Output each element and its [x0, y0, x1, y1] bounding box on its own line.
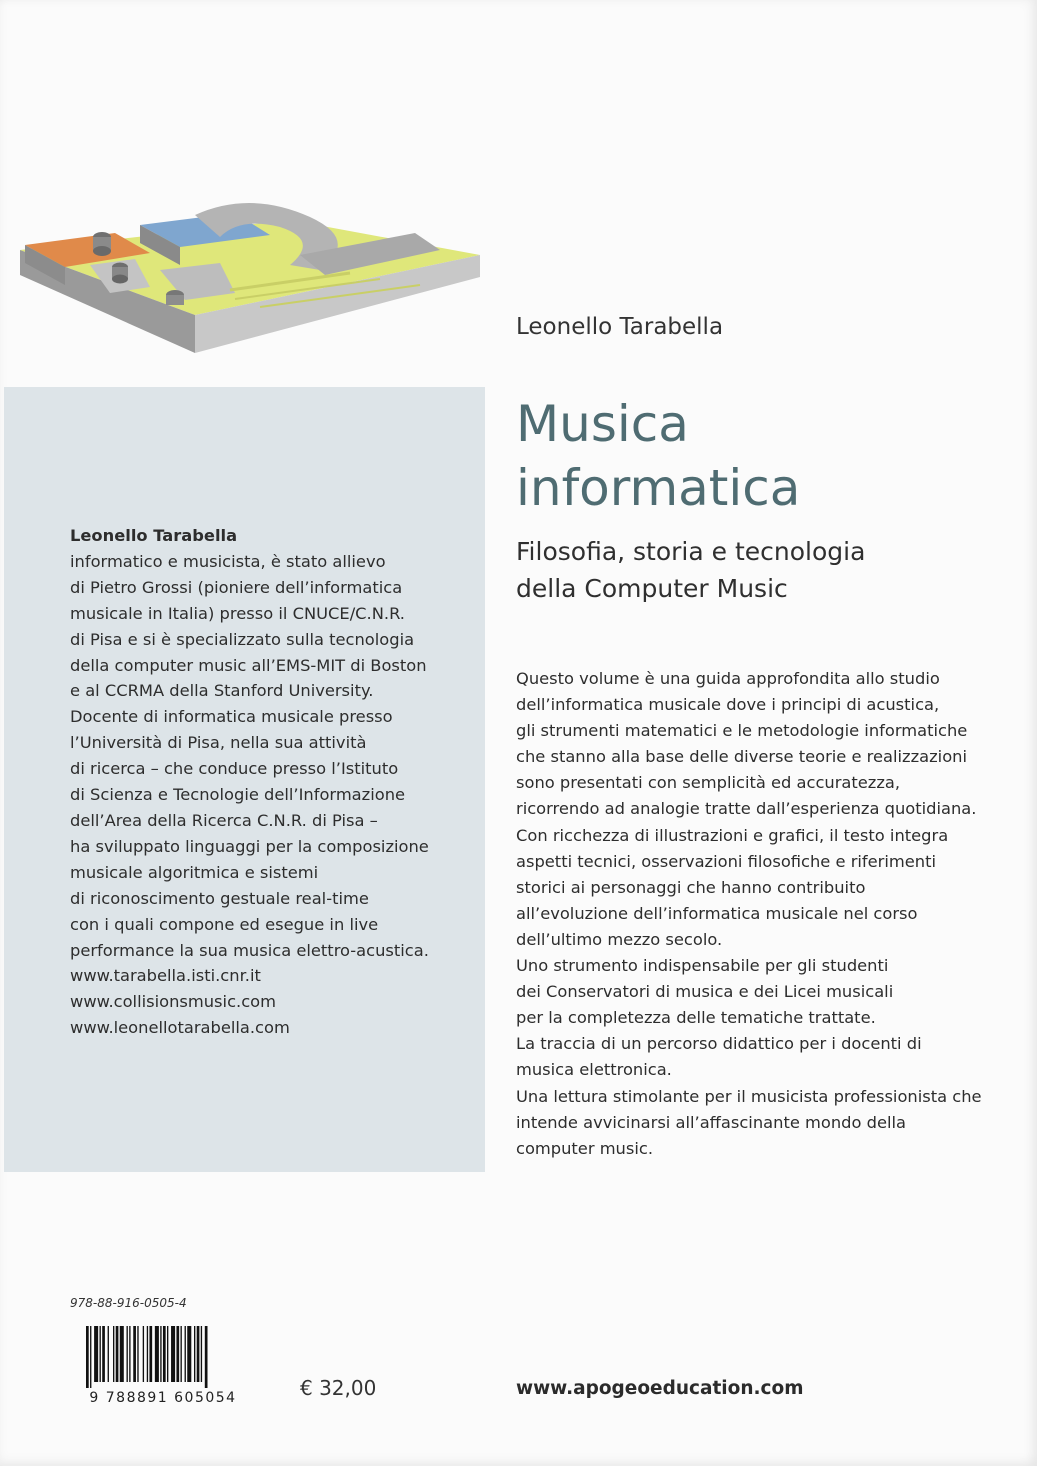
book-description: [516, 666, 986, 1162]
description-line: ricorrendo ad analogie tratte dall’esperienza quotidiana.: [516, 799, 977, 819]
description-line: che stanno alla base delle diverse teorie e realizzazioni: [516, 747, 967, 767]
description-line: dell’ultimo mezzo secolo.: [516, 929, 723, 949]
barcode-bar: [94, 1326, 98, 1382]
book-title-line: informatica: [516, 459, 801, 517]
barcode-bar: [108, 1326, 109, 1382]
barcode-bar: [137, 1326, 138, 1382]
bio-line: performance la sua musica elettro-acustica.: [70, 940, 429, 960]
description-line: storici ai personaggi che hanno contribuito: [516, 877, 866, 897]
barcode-bar: [176, 1326, 179, 1382]
barcode-bar: [100, 1326, 101, 1382]
bio-line: di Scienza e Tecnologie dell’Informazione: [70, 785, 406, 805]
barcode-bar: [201, 1326, 202, 1382]
bio-line: con i quali compone ed esegue in live: [70, 914, 379, 934]
description-line: dei Conservatori di musica e dei Licei musicali: [516, 982, 894, 1002]
bio-line: ha sviluppato linguaggi per la composizione: [70, 836, 429, 856]
book-subtitle: [516, 533, 865, 607]
bio-line: musicale algoritmica e sistemi: [70, 862, 319, 882]
barcode-bar: [133, 1326, 136, 1382]
barcode-bar: [102, 1326, 105, 1382]
barcode-bar: [167, 1326, 168, 1382]
barcode-bar: [86, 1326, 89, 1388]
bio-link[interactable]: www.collisionsmusic.com: [70, 992, 276, 1012]
book-subtitle-line: della Computer Music: [516, 574, 788, 603]
barcode-bar: [113, 1326, 114, 1382]
barcode-bar: [116, 1326, 119, 1382]
description-line: all’evoluzione dell’informatica musicale nel corso: [516, 903, 918, 923]
description-line: intende avvicinarsi all’affascinante mondo della: [516, 1112, 907, 1132]
publisher-website[interactable]: www.apogeoeducation.com: [516, 1378, 804, 1399]
barcode-bar: [90, 1326, 91, 1388]
bio-line: dell’Area della Ricerca C.N.R. di Pisa –: [70, 810, 378, 830]
description-line: dell’informatica musicale dove i principi di acustica,: [516, 695, 940, 715]
bio-line: Docente di informatica musicale presso: [70, 707, 393, 727]
description-line: aspetti tecnici, osservazioni filosofiche e riferimenti: [516, 851, 936, 871]
barcode-bar: [163, 1326, 166, 1382]
description-line: computer music.: [516, 1138, 654, 1158]
barcode-bar: [181, 1326, 182, 1382]
bio-line: e al CCRMA della Stanford University.: [70, 681, 374, 701]
description-line: Una lettura stimolante per il musicista professionista che: [516, 1086, 982, 1106]
description-line: musica elettronica.: [516, 1060, 672, 1080]
barcode-bars: [86, 1326, 208, 1388]
barcode-bar: [120, 1326, 124, 1382]
barcode-bar: [127, 1326, 128, 1382]
bio-line: della computer music all’EMS-MIT di Boston: [70, 655, 427, 675]
description-line: Uno strumento indispensabile per gli studenti: [516, 956, 889, 976]
bio-line: informatico e musicista, è stato allievo: [70, 551, 386, 571]
barcode-bar: [205, 1326, 208, 1388]
description-line: sono presentati con semplicità ed accuratezza,: [516, 773, 901, 793]
bio-author-name: Leonello Tarabella: [70, 526, 238, 545]
barcode-bar: [149, 1326, 152, 1382]
barcode-bar: [197, 1326, 200, 1382]
description-line: Questo volume è una guida approfondita allo studio: [516, 669, 940, 688]
bio-line: di riconoscimento gestuale real-time: [70, 888, 369, 908]
description-line: gli strumenti matematici e le metodologie informatiche: [516, 721, 968, 741]
barcode-bar: [187, 1326, 191, 1382]
barcode-bar: [160, 1326, 161, 1382]
barcode-bar: [185, 1326, 186, 1382]
description-line: Con ricchezza di illustrazioni e grafici, il testo integra: [516, 825, 949, 845]
barcode-bar: [129, 1326, 130, 1382]
book-title-line: Musica: [516, 395, 689, 453]
barcode-bar: [194, 1326, 195, 1382]
book-author: Leonello Tarabella: [516, 314, 724, 340]
bio-line: di Pietro Grossi (pioniere dell’informatica: [70, 577, 403, 597]
barcode-bar: [143, 1326, 144, 1382]
barcode-bar: [155, 1326, 159, 1382]
barcode-digits: 9 788891 605054: [89, 1390, 237, 1406]
barcode: [68, 1322, 258, 1407]
bio-link[interactable]: www.tarabella.isti.cnr.it: [70, 966, 261, 986]
bio-line: l’Università di Pisa, nella sua attività: [70, 733, 367, 753]
cover-illustration: [20, 195, 490, 360]
isbn-number: 978-88-916-0505-4: [70, 1296, 187, 1310]
bio-link[interactable]: www.leonellotarabella.com: [70, 1018, 290, 1038]
barcode-bar: [147, 1326, 148, 1382]
author-bio: [70, 523, 475, 1041]
book-title: [516, 392, 800, 520]
book-subtitle-line: Filosofia, storia e tecnologia: [516, 537, 866, 566]
description-line: per la completezza delle tematiche trattate.: [516, 1008, 876, 1028]
price: € 32,00: [300, 1376, 377, 1400]
description-line: La traccia di un percorso didattico per i docenti di: [516, 1034, 922, 1054]
bio-line: di ricerca – che conduce presso l’Istituto: [70, 759, 399, 779]
bio-line: di Pisa e si è specializzato sulla tecnologia: [70, 629, 415, 649]
barcode-bar: [171, 1326, 175, 1382]
bio-line: musicale in Italia) presso il CNUCE/C.N.R.: [70, 603, 405, 623]
